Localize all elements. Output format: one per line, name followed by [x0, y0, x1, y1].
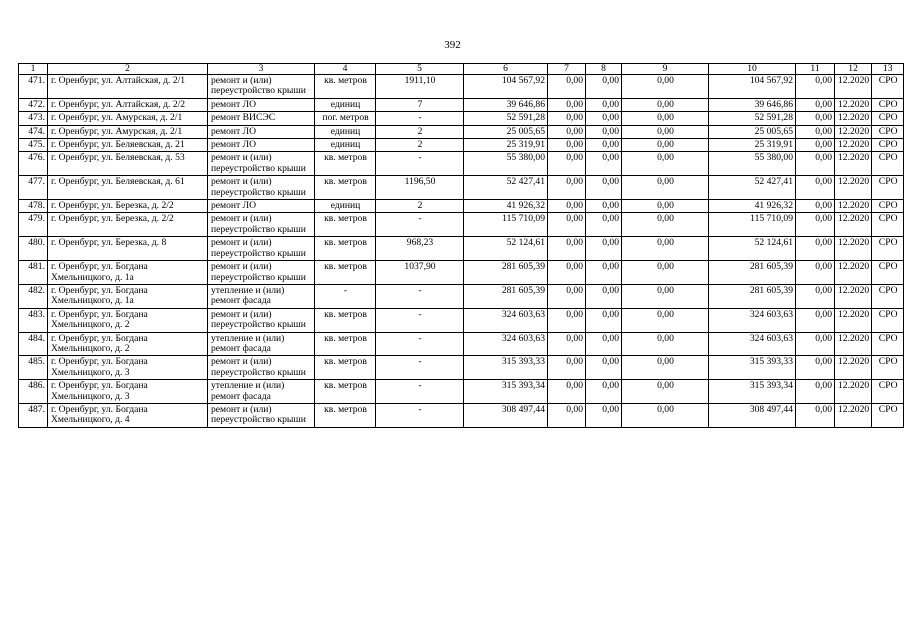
cell-col-11: 0,00: [796, 200, 835, 213]
cell-col-9: 0,00: [622, 237, 709, 261]
row-number-cell: 473.: [19, 112, 48, 125]
column-header-5: 5: [376, 64, 464, 75]
total-cost-cell: 52 427,41: [464, 176, 548, 200]
method-cell: СРО: [872, 75, 904, 99]
cell-col-8: 0,00: [586, 98, 622, 111]
total-cost-cell: 104 567,92: [464, 75, 548, 99]
deadline-cell: 12.2020: [835, 308, 872, 332]
total-cost-cell: 52 124,61: [464, 237, 548, 261]
volume-cell: -: [376, 356, 464, 380]
cell-col-10: 281 605,39: [709, 284, 796, 308]
unit-cell: кв. метров: [315, 75, 376, 99]
unit-cell: единиц: [315, 200, 376, 213]
address-cell: г. Оренбург, ул. Беляевская, д. 21: [48, 139, 208, 152]
cell-col-7: 0,00: [548, 403, 586, 427]
table-body: [19, 64, 904, 428]
deadline-cell: 12.2020: [835, 261, 872, 285]
deadline-cell: 12.2020: [835, 200, 872, 213]
column-header-7: 7: [548, 64, 586, 75]
address-cell: г. Оренбург, ул. Березка, д. 8: [48, 237, 208, 261]
deadline-cell: 12.2020: [835, 112, 872, 125]
total-cost-cell: 55 380,00: [464, 152, 548, 176]
cell-col-8: 0,00: [586, 112, 622, 125]
cell-col-7: 0,00: [548, 332, 586, 356]
table-row: [19, 176, 904, 200]
column-header-2: 2: [48, 64, 208, 75]
column-header-3: 3: [208, 64, 315, 75]
cell-col-8: 0,00: [586, 403, 622, 427]
table-row: [19, 356, 904, 380]
unit-cell: кв. метров: [315, 332, 376, 356]
table-row: [19, 237, 904, 261]
cell-col-11: 0,00: [796, 237, 835, 261]
total-cost-cell: 315 393,34: [464, 380, 548, 404]
cell-col-8: 0,00: [586, 213, 622, 237]
cell-col-9: 0,00: [622, 284, 709, 308]
table-row: [19, 75, 904, 99]
row-number-cell: 481.: [19, 261, 48, 285]
cell-col-7: 0,00: [548, 112, 586, 125]
cell-col-9: 0,00: [622, 308, 709, 332]
cell-col-11: 0,00: [796, 125, 835, 138]
cell-col-9: 0,00: [622, 152, 709, 176]
method-cell: СРО: [872, 213, 904, 237]
volume-cell: 2: [376, 125, 464, 138]
volume-cell: -: [376, 213, 464, 237]
unit-cell: единиц: [315, 98, 376, 111]
address-cell: г. Оренбург, ул. Богдана Хмельницкого, д. 1а: [48, 284, 208, 308]
row-number-cell: 485.: [19, 356, 48, 380]
work-type-cell: ремонт и (или) переустройство крыши: [208, 75, 315, 99]
table-row: [19, 380, 904, 404]
cell-col-8: 0,00: [586, 308, 622, 332]
cell-col-9: 0,00: [622, 98, 709, 111]
table-row: [19, 284, 904, 308]
total-cost-cell: 41 926,32: [464, 200, 548, 213]
cell-col-10: 52 427,41: [709, 176, 796, 200]
address-cell: г. Оренбург, ул. Амурская, д. 2/1: [48, 125, 208, 138]
cell-col-11: 0,00: [796, 112, 835, 125]
deadline-cell: 12.2020: [835, 176, 872, 200]
work-type-cell: ремонт ЛО: [208, 139, 315, 152]
total-cost-cell: 324 603,63: [464, 308, 548, 332]
table-row: [19, 152, 904, 176]
volume-cell: -: [376, 284, 464, 308]
work-type-cell: ремонт ВИСЭС: [208, 112, 315, 125]
cell-col-11: 0,00: [796, 152, 835, 176]
total-cost-cell: 52 591,28: [464, 112, 548, 125]
address-cell: г. Оренбург, ул. Богдана Хмельницкого, д. 4: [48, 403, 208, 427]
cell-col-7: 0,00: [548, 237, 586, 261]
cell-col-9: 0,00: [622, 380, 709, 404]
total-cost-cell: 315 393,33: [464, 356, 548, 380]
cell-col-9: 0,00: [622, 213, 709, 237]
cell-col-8: 0,00: [586, 139, 622, 152]
cell-col-7: 0,00: [548, 200, 586, 213]
deadline-cell: 12.2020: [835, 125, 872, 138]
row-number-cell: 472.: [19, 98, 48, 111]
unit-cell: кв. метров: [315, 356, 376, 380]
cell-col-8: 0,00: [586, 237, 622, 261]
unit-cell: пог. метров: [315, 112, 376, 125]
address-cell: г. Оренбург, ул. Богдана Хмельницкого, д. 1а: [48, 261, 208, 285]
deadline-cell: 12.2020: [835, 380, 872, 404]
deadline-cell: 12.2020: [835, 403, 872, 427]
row-number-cell: 475.: [19, 139, 48, 152]
row-number-cell: 477.: [19, 176, 48, 200]
column-header-1: 1: [19, 64, 48, 75]
volume-cell: -: [376, 380, 464, 404]
cell-col-8: 0,00: [586, 356, 622, 380]
row-number-cell: 471.: [19, 75, 48, 99]
total-cost-cell: 324 603,63: [464, 332, 548, 356]
deadline-cell: 12.2020: [835, 98, 872, 111]
table-row: [19, 125, 904, 138]
deadline-cell: 12.2020: [835, 213, 872, 237]
cell-col-11: 0,00: [796, 284, 835, 308]
cell-col-7: 0,00: [548, 125, 586, 138]
volume-cell: 2: [376, 139, 464, 152]
row-number-cell: 479.: [19, 213, 48, 237]
work-type-cell: ремонт и (или) переустройство крыши: [208, 356, 315, 380]
row-number-cell: 482.: [19, 284, 48, 308]
table-row: [19, 403, 904, 427]
address-cell: г. Оренбург, ул. Амурская, д. 2/1: [48, 112, 208, 125]
cell-col-10: 324 603,63: [709, 308, 796, 332]
method-cell: СРО: [872, 112, 904, 125]
row-number-cell: 476.: [19, 152, 48, 176]
cell-col-9: 0,00: [622, 356, 709, 380]
work-type-cell: ремонт и (или) переустройство крыши: [208, 176, 315, 200]
cell-col-10: 52 124,61: [709, 237, 796, 261]
total-cost-cell: 308 497,44: [464, 403, 548, 427]
work-type-cell: ремонт и (или) переустройство крыши: [208, 308, 315, 332]
deadline-cell: 12.2020: [835, 237, 872, 261]
unit-cell: кв. метров: [315, 308, 376, 332]
cell-col-9: 0,00: [622, 200, 709, 213]
table-row: [19, 261, 904, 285]
table-row: [19, 332, 904, 356]
row-number-cell: 487.: [19, 403, 48, 427]
work-type-cell: ремонт и (или) переустройство крыши: [208, 237, 315, 261]
cell-col-10: 39 646,86: [709, 98, 796, 111]
unit-cell: кв. метров: [315, 380, 376, 404]
cell-col-11: 0,00: [796, 139, 835, 152]
cell-col-10: 324 603,63: [709, 332, 796, 356]
deadline-cell: 12.2020: [835, 75, 872, 99]
unit-cell: кв. метров: [315, 176, 376, 200]
method-cell: СРО: [872, 356, 904, 380]
deadline-cell: 12.2020: [835, 152, 872, 176]
cell-col-7: 0,00: [548, 261, 586, 285]
table-row: [19, 308, 904, 332]
work-type-cell: утепление и (или) ремонт фасада: [208, 284, 315, 308]
method-cell: СРО: [872, 380, 904, 404]
cell-col-8: 0,00: [586, 125, 622, 138]
cell-col-8: 0,00: [586, 200, 622, 213]
cell-col-10: 308 497,44: [709, 403, 796, 427]
deadline-cell: 12.2020: [835, 356, 872, 380]
cell-col-10: 104 567,92: [709, 75, 796, 99]
cell-col-7: 0,00: [548, 75, 586, 99]
method-cell: СРО: [872, 139, 904, 152]
cell-col-7: 0,00: [548, 284, 586, 308]
address-cell: г. Оренбург, ул. Богдана Хмельницкого, д. 3: [48, 380, 208, 404]
cell-col-11: 0,00: [796, 380, 835, 404]
cell-col-9: 0,00: [622, 403, 709, 427]
cell-col-8: 0,00: [586, 332, 622, 356]
unit-cell: единиц: [315, 139, 376, 152]
cell-col-8: 0,00: [586, 261, 622, 285]
cell-col-9: 0,00: [622, 75, 709, 99]
total-cost-cell: 281 605,39: [464, 284, 548, 308]
method-cell: СРО: [872, 403, 904, 427]
work-type-cell: ремонт ЛО: [208, 125, 315, 138]
cell-col-11: 0,00: [796, 176, 835, 200]
cell-col-10: 25 319,91: [709, 139, 796, 152]
row-number-cell: 480.: [19, 237, 48, 261]
cell-col-10: 55 380,00: [709, 152, 796, 176]
work-type-cell: ремонт и (или) переустройство крыши: [208, 403, 315, 427]
method-cell: СРО: [872, 98, 904, 111]
volume-cell: 1196,50: [376, 176, 464, 200]
unit-cell: -: [315, 284, 376, 308]
method-cell: СРО: [872, 261, 904, 285]
cell-col-10: 41 926,32: [709, 200, 796, 213]
cell-col-8: 0,00: [586, 152, 622, 176]
address-cell: г. Оренбург, ул. Богдана Хмельницкого, д. 2: [48, 332, 208, 356]
volume-cell: 1037,90: [376, 261, 464, 285]
cell-col-9: 0,00: [622, 139, 709, 152]
cell-col-10: 25 005,65: [709, 125, 796, 138]
address-cell: г. Оренбург, ул. Березка, д. 2/2: [48, 213, 208, 237]
work-type-cell: утепление и (или) ремонт фасада: [208, 380, 315, 404]
cell-col-11: 0,00: [796, 213, 835, 237]
column-header-10: 10: [709, 64, 796, 75]
row-number-cell: 474.: [19, 125, 48, 138]
cell-col-7: 0,00: [548, 139, 586, 152]
address-cell: г. Оренбург, ул. Богдана Хмельницкого, д. 2: [48, 308, 208, 332]
repair-registry-table: [18, 63, 904, 428]
column-header-13: 13: [872, 64, 904, 75]
method-cell: СРО: [872, 237, 904, 261]
volume-cell: -: [376, 308, 464, 332]
row-number-cell: 484.: [19, 332, 48, 356]
column-header-12: 12: [835, 64, 872, 75]
page-number: 392: [444, 39, 461, 51]
total-cost-cell: 25 319,91: [464, 139, 548, 152]
cell-col-11: 0,00: [796, 332, 835, 356]
method-cell: СРО: [872, 200, 904, 213]
cell-col-10: 52 591,28: [709, 112, 796, 125]
table-row: [19, 139, 904, 152]
cell-col-10: 115 710,09: [709, 213, 796, 237]
cell-col-11: 0,00: [796, 403, 835, 427]
method-cell: СРО: [872, 284, 904, 308]
table-row: [19, 98, 904, 111]
deadline-cell: 12.2020: [835, 284, 872, 308]
cell-col-8: 0,00: [586, 176, 622, 200]
cell-col-7: 0,00: [548, 213, 586, 237]
work-type-cell: ремонт и (или) переустройство крыши: [208, 261, 315, 285]
address-cell: г. Оренбург, ул. Алтайская, д. 2/1: [48, 75, 208, 99]
work-type-cell: утепление и (или) ремонт фасада: [208, 332, 315, 356]
total-cost-cell: 39 646,86: [464, 98, 548, 111]
cell-col-9: 0,00: [622, 332, 709, 356]
cell-col-9: 0,00: [622, 112, 709, 125]
address-cell: г. Оренбург, ул. Алтайская, д. 2/2: [48, 98, 208, 111]
cell-col-10: 315 393,33: [709, 356, 796, 380]
cell-col-8: 0,00: [586, 380, 622, 404]
total-cost-cell: 281 605,39: [464, 261, 548, 285]
work-type-cell: ремонт ЛО: [208, 200, 315, 213]
cell-col-9: 0,00: [622, 125, 709, 138]
method-cell: СРО: [872, 176, 904, 200]
method-cell: СРО: [872, 332, 904, 356]
cell-col-11: 0,00: [796, 75, 835, 99]
cell-col-11: 0,00: [796, 308, 835, 332]
column-header-8: 8: [586, 64, 622, 75]
column-header-9: 9: [622, 64, 709, 75]
cell-col-7: 0,00: [548, 380, 586, 404]
unit-cell: кв. метров: [315, 237, 376, 261]
method-cell: СРО: [872, 125, 904, 138]
table-row: [19, 200, 904, 213]
row-number-cell: 478.: [19, 200, 48, 213]
cell-col-9: 0,00: [622, 176, 709, 200]
unit-cell: кв. метров: [315, 403, 376, 427]
volume-cell: 2: [376, 200, 464, 213]
volume-cell: -: [376, 152, 464, 176]
address-cell: г. Оренбург, ул. Богдана Хмельницкого, д. 3: [48, 356, 208, 380]
cell-col-7: 0,00: [548, 356, 586, 380]
method-cell: СРО: [872, 308, 904, 332]
column-header-11: 11: [796, 64, 835, 75]
row-number-cell: 486.: [19, 380, 48, 404]
address-cell: г. Оренбург, ул. Березка, д. 2/2: [48, 200, 208, 213]
volume-cell: -: [376, 403, 464, 427]
total-cost-cell: 115 710,09: [464, 213, 548, 237]
work-type-cell: ремонт и (или) переустройство крыши: [208, 152, 315, 176]
unit-cell: единиц: [315, 125, 376, 138]
cell-col-10: 281 605,39: [709, 261, 796, 285]
cell-col-7: 0,00: [548, 176, 586, 200]
volume-cell: 968,23: [376, 237, 464, 261]
deadline-cell: 12.2020: [835, 139, 872, 152]
table-row: [19, 213, 904, 237]
cell-col-8: 0,00: [586, 284, 622, 308]
column-header-6: 6: [464, 64, 548, 75]
volume-cell: -: [376, 332, 464, 356]
volume-cell: -: [376, 112, 464, 125]
cell-col-11: 0,00: [796, 98, 835, 111]
deadline-cell: 12.2020: [835, 332, 872, 356]
cell-col-10: 315 393,34: [709, 380, 796, 404]
address-cell: г. Оренбург, ул. Беляевская, д. 61: [48, 176, 208, 200]
cell-col-9: 0,00: [622, 261, 709, 285]
unit-cell: кв. метров: [315, 213, 376, 237]
volume-cell: 7: [376, 98, 464, 111]
unit-cell: кв. метров: [315, 261, 376, 285]
unit-cell: кв. метров: [315, 152, 376, 176]
cell-col-8: 0,00: [586, 75, 622, 99]
method-cell: СРО: [872, 152, 904, 176]
row-number-cell: 483.: [19, 308, 48, 332]
volume-cell: 1911,10: [376, 75, 464, 99]
total-cost-cell: 25 005,65: [464, 125, 548, 138]
cell-col-11: 0,00: [796, 356, 835, 380]
work-type-cell: ремонт ЛО: [208, 98, 315, 111]
cell-col-11: 0,00: [796, 261, 835, 285]
column-header-4: 4: [315, 64, 376, 75]
cell-col-7: 0,00: [548, 308, 586, 332]
work-type-cell: ремонт и (или) переустройство крыши: [208, 213, 315, 237]
address-cell: г. Оренбург, ул. Беляевская, д. 53: [48, 152, 208, 176]
table-row: [19, 112, 904, 125]
header-row: [19, 64, 904, 75]
cell-col-7: 0,00: [548, 98, 586, 111]
cell-col-7: 0,00: [548, 152, 586, 176]
